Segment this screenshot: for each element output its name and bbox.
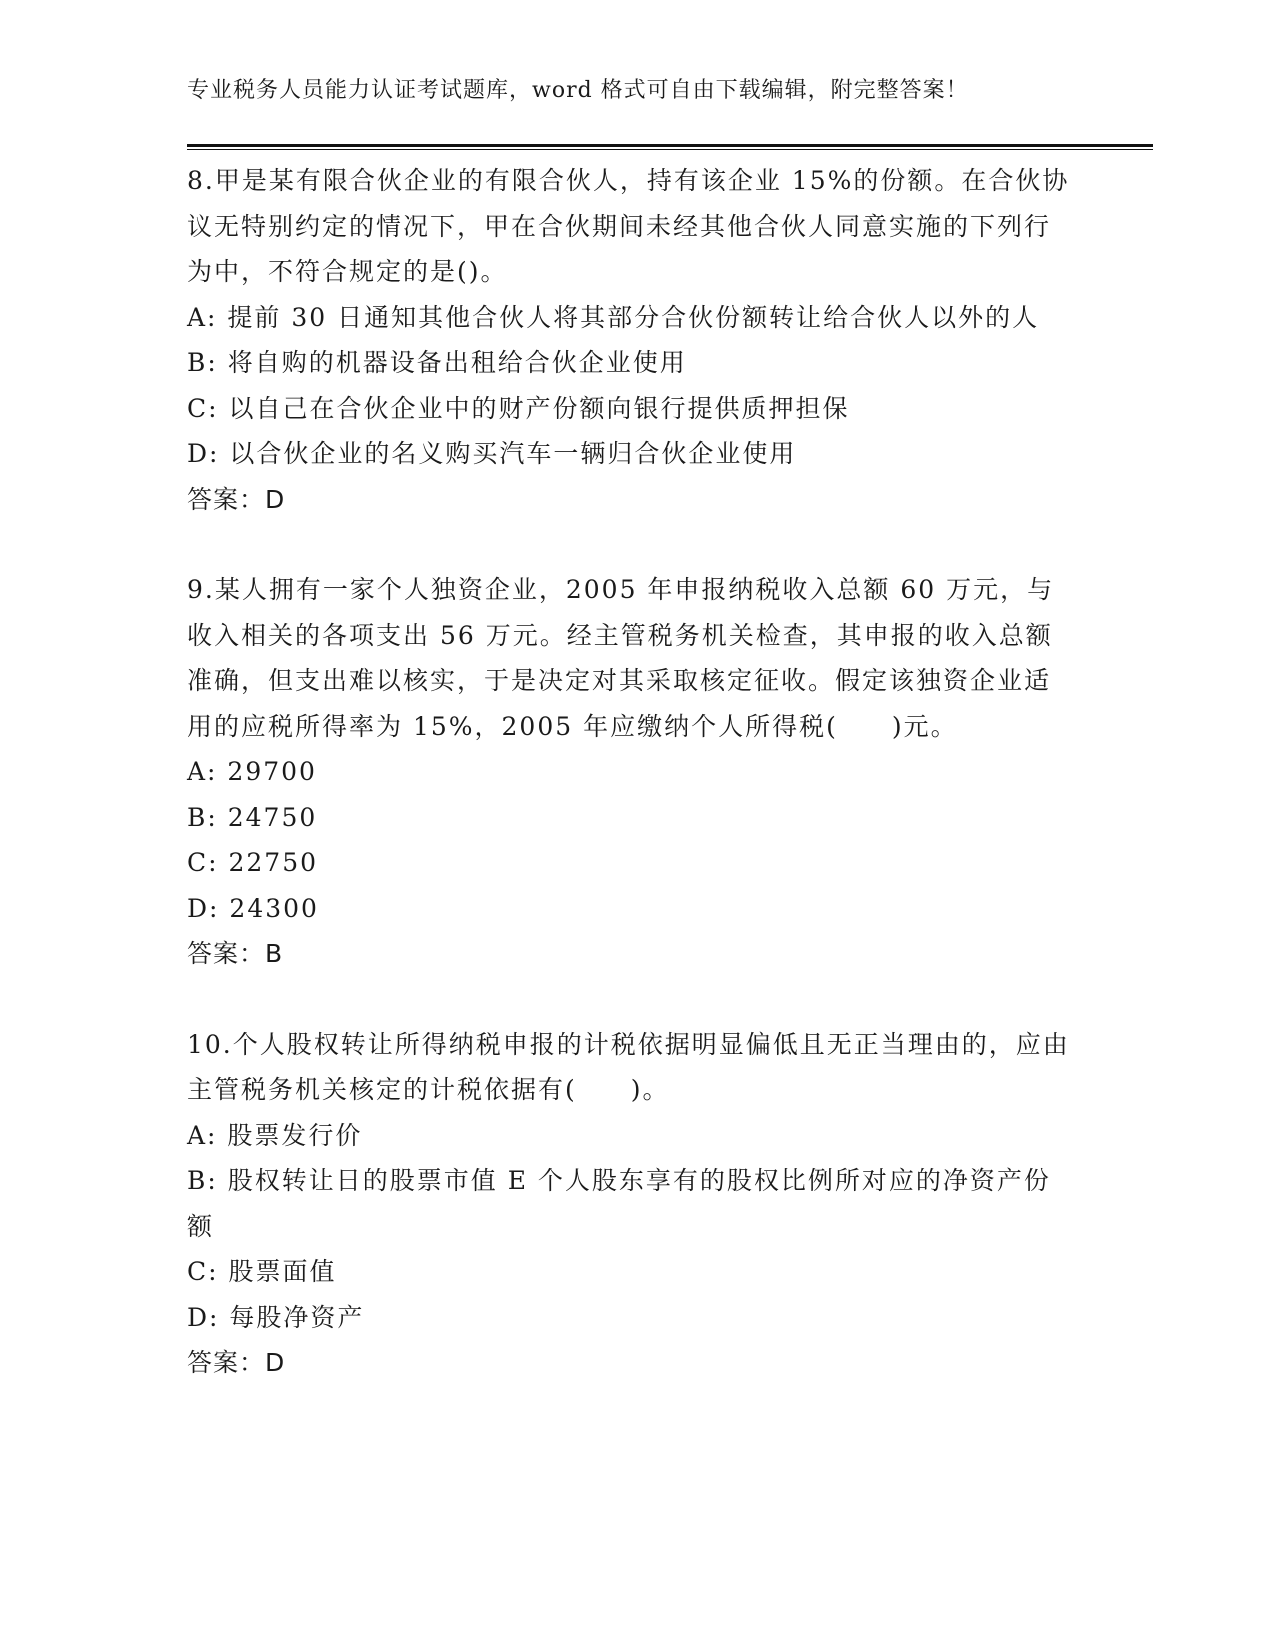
option-d: D: 每股净资产 <box>187 1302 365 1332</box>
question-stem: 10.个人股权转让所得纳税申报的计税依据明显偏低且无正当理由的，应由主管税务机关核定的计税依据有( )。 <box>187 1029 1070 1104</box>
option-a: A: 提前 30 日通知其他合伙人将其部分合伙份额转让给合伙人以外的人 <box>187 302 1040 332</box>
header-rule-thin <box>187 149 1153 150</box>
spacer <box>187 522 1077 567</box>
answer-line: 答案：D <box>187 1348 286 1377</box>
question-stem: 8.甲是某有限合伙企业的有限合伙人，持有该企业 15%的份额。在合伙协议无特别约定的情况下，甲在合伙期间未经其他合伙人同意实施的下列行为中，不符合规定的是()。 <box>187 166 1070 286</box>
question-block <box>187 567 1077 977</box>
option-b: B: 24750 <box>187 802 318 832</box>
option-a: A: 股票发行价 <box>187 1120 363 1150</box>
question-block <box>187 1022 1077 1386</box>
option-c: C: 股票面值 <box>187 1257 337 1286</box>
page-header: 专业税务人员能力认证考试题库，word 格式可自由下载编辑，附完整答案！ <box>187 78 969 103</box>
option-c: C: 以自己在合伙企业中的财产份额向银行提供质押担保 <box>187 393 850 423</box>
option-d: D: 24300 <box>187 893 319 923</box>
question-stem: 9.某人拥有一家个人独资企业，2005 年申报纳税收入总额 60 万元，与收入相关的各项支出 56 万元。经主管税务机关检查，其申报的收入总额准确，但支出难以核实，于是决定对其采取核定征收。假定该独资企业适用的应税所得率为 15%，2005 年应缴纳个人所得税( )元。 <box>187 575 1055 741</box>
spacer <box>187 977 1077 1022</box>
answer-line: 答案：D <box>187 484 286 514</box>
header-rule-thick <box>187 144 1153 147</box>
question-block <box>187 158 1077 522</box>
option-c: C: 22750 <box>187 848 319 877</box>
option-d: D: 以合伙企业的名义购买汽车一辆归合伙企业使用 <box>187 439 797 468</box>
option-b: B: 股权转让日的股票市值 E 个人股东享有的股权比例所对应的净资产份额 <box>187 1166 1051 1241</box>
answer-line: 答案：B <box>187 939 284 968</box>
question-list <box>187 158 1077 1386</box>
option-b: B: 将自购的机器设备出租给合伙企业使用 <box>187 348 687 377</box>
option-a: A: 29700 <box>187 757 317 786</box>
